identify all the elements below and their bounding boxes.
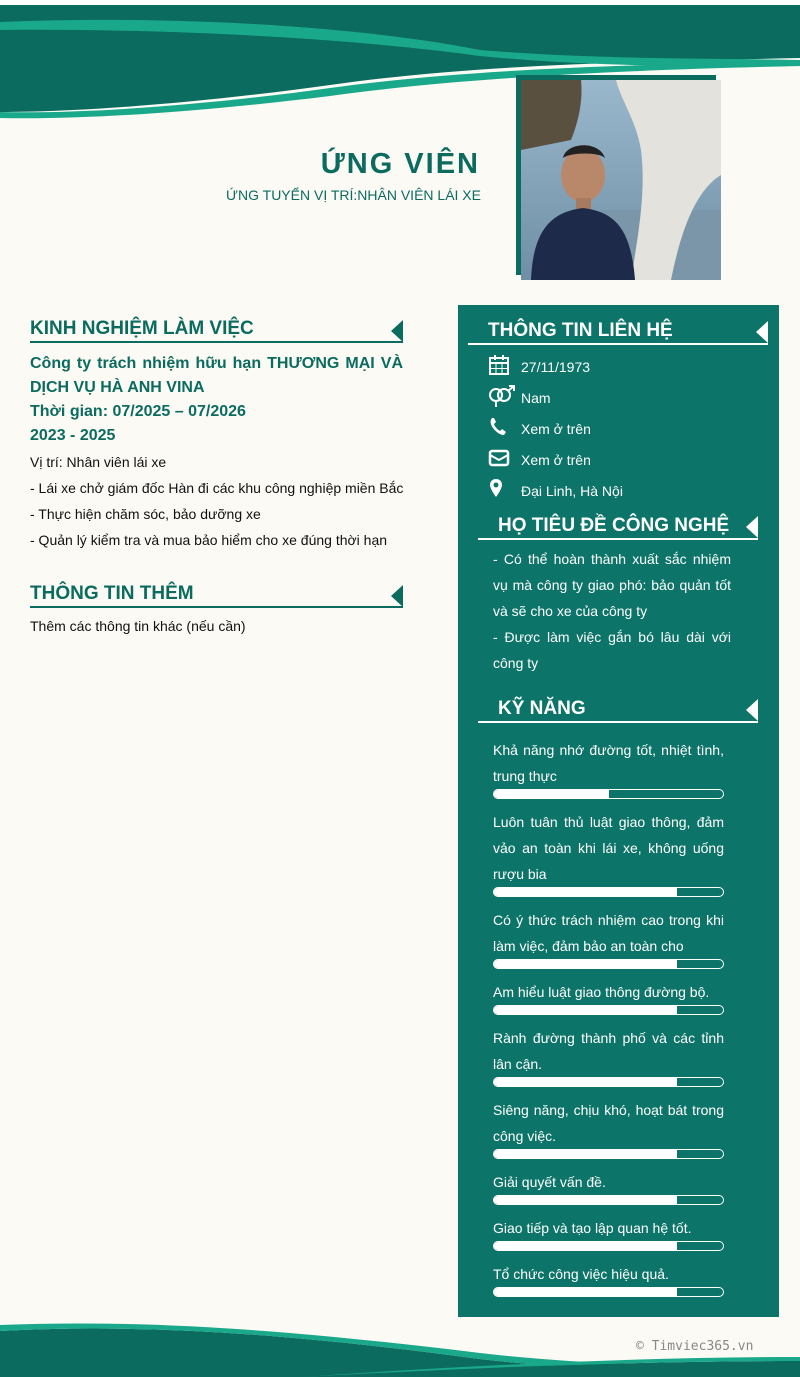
skill-name: Am hiểu luật giao thông đường bộ.	[493, 984, 710, 1000]
skill-level-fill	[494, 1288, 677, 1296]
email-icon	[488, 447, 510, 469]
experience-line: Vị trí: Nhân viên lái xe	[30, 454, 167, 470]
company-name: Công ty trách nhiệm hữu hạn THƯƠNG MẠI VÀ DỊCH VỤ HÀ ANH VINA	[30, 355, 403, 396]
contact-email: Xem ở trên	[521, 452, 591, 468]
experience-title: KINH NGHIỆM LÀM VIỆC	[30, 318, 254, 339]
skill-level-bar	[493, 959, 724, 969]
skill-level-fill	[494, 960, 677, 968]
extra-heading	[30, 583, 403, 608]
experience-line: - Thực hiện chăm sóc, bảo dưỡng xe	[30, 506, 261, 522]
extra-text: Thêm các thông tin khác (nếu cần)	[30, 618, 246, 634]
triangle-marker-icon	[746, 516, 758, 538]
triangle-marker-icon	[756, 321, 768, 343]
gender-icon	[488, 385, 516, 407]
skill-name: Giải quyết vấn đề.	[493, 1174, 606, 1190]
skill-name: Rành đường thành phố và các tỉnh lân cận.	[493, 1030, 724, 1072]
skill-level-fill	[494, 1196, 677, 1204]
skill-level-fill	[494, 1078, 677, 1086]
location-pin-icon	[488, 478, 510, 500]
skill-level-bar	[493, 789, 724, 799]
goal-line: - Được làm việc gắn bó lâu dài với công ty	[493, 629, 731, 671]
skill-level-bar	[493, 1149, 724, 1159]
triangle-marker-icon	[746, 699, 758, 721]
applied-position: ỨNG TUYỂN VỊ TRÍ:NHÂN VIÊN LÁI XE	[226, 187, 481, 203]
skills-title: KỸ NĂNG	[498, 698, 586, 719]
skill-level-bar	[493, 1077, 724, 1087]
contact-title: THÔNG TIN LIÊN HỆ	[488, 320, 673, 341]
calendar-icon	[488, 354, 510, 376]
skill-name: Siêng năng, chịu khó, hoạt bát trong công việc.	[493, 1102, 724, 1144]
triangle-marker-icon	[391, 585, 403, 607]
contact-gender: Nam	[521, 390, 551, 406]
experience-years: 2023 - 2025	[30, 427, 116, 444]
skill-name: Tổ chức công việc hiệu quả.	[493, 1266, 669, 1282]
contact-heading	[468, 320, 768, 345]
skill-level-bar	[493, 1195, 724, 1205]
skill-level-bar	[493, 1287, 724, 1297]
contact-address: Đại Linh, Hà Nội	[521, 483, 623, 499]
skill-level-bar	[493, 1005, 724, 1015]
skill-level-fill	[494, 1150, 677, 1158]
experience-period: Thời gian: 07/2025 – 07/2026	[30, 403, 246, 420]
experience-line: - Lái xe chở giám đốc Hàn đi các khu công nghiệp miền Bắc	[30, 480, 404, 496]
skill-level-fill	[494, 1006, 677, 1014]
extra-title: THÔNG TIN THÊM	[30, 583, 194, 604]
goal-heading	[478, 515, 758, 540]
skill-level-fill	[494, 888, 677, 896]
phone-icon	[488, 416, 510, 438]
watermark: © Timviec365.vn	[636, 1339, 754, 1354]
skill-level-bar	[493, 887, 724, 897]
avatar	[521, 80, 721, 280]
triangle-marker-icon	[391, 320, 403, 342]
skills-heading	[478, 698, 758, 723]
skill-name: Khả năng nhớ đường tốt, nhiệt tình, trung thực	[493, 742, 724, 784]
experience-line: - Quản lý kiểm tra và mua bảo hiểm cho xe đúng thời hạn	[30, 532, 388, 548]
experience-heading	[30, 318, 403, 343]
skill-level-fill	[494, 790, 609, 798]
skill-level-fill	[494, 1242, 677, 1250]
goal-title: HỌ TIÊU ĐỀ CÔNG NGHỆ	[498, 515, 730, 536]
skill-name: Luôn tuân thủ luật giao thông, đảm vảo an toàn khi lái xe, không uống rượu bia	[493, 814, 724, 882]
contact-birthday: 27/11/1973	[521, 359, 591, 375]
contact-phone: Xem ở trên	[521, 421, 591, 437]
goal-line: - Có thể hoàn thành xuất sắc nhiệm vụ mà công ty giao phó: bảo quản tốt và sẽ cho xe của công ty	[493, 551, 731, 619]
skill-name: Giao tiếp và tạo lập quan hệ tốt.	[493, 1220, 692, 1236]
candidate-name: ỨNG VIÊN	[320, 148, 480, 180]
skill-name: Có ý thức trách nhiệm cao trong khi làm việc, đảm bảo an toàn cho	[493, 912, 724, 954]
skill-level-bar	[493, 1241, 724, 1251]
experience-block	[30, 352, 403, 448]
goal-text	[493, 546, 731, 676]
